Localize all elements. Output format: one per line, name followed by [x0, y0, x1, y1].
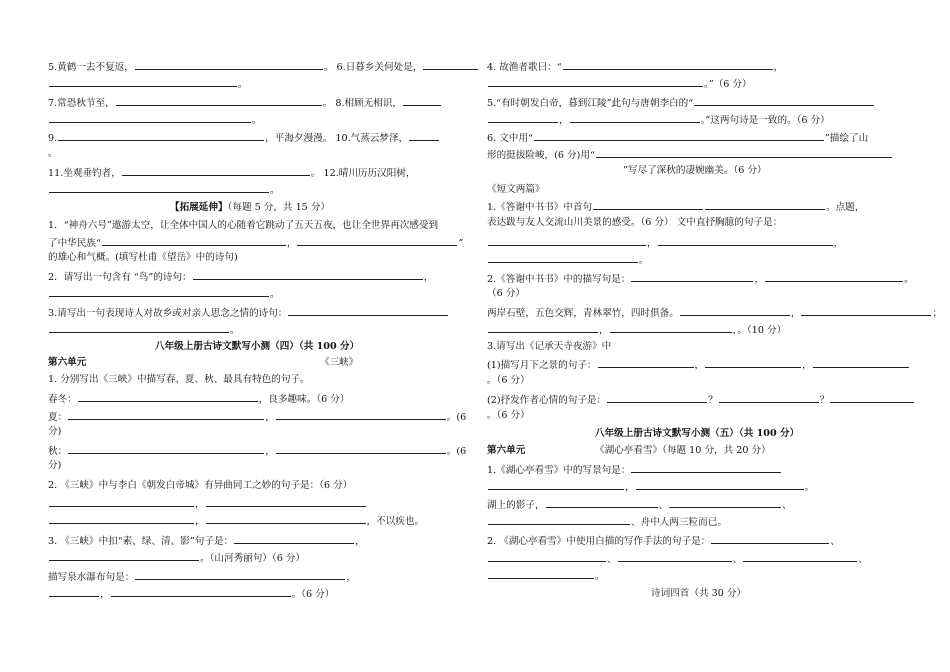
score-note: （每题 5 分，共 15 分） [227, 202, 331, 213]
text: 2.《答谢中书书》中的描写句是： [487, 274, 631, 285]
line-item-5 [48, 60, 479, 74]
text: 。 [270, 185, 280, 196]
d-q1 [487, 200, 864, 214]
sanxia-q2-blanks-2 [48, 514, 424, 528]
ext-q2 [48, 270, 433, 284]
sanxia-q1: 1. 分别写出《三峡》中描写春、夏、秋、最具有特色的句子。 [48, 374, 310, 385]
h-q1-shadows-cont [487, 515, 727, 529]
text: 。 [252, 115, 262, 126]
line-item-12-cont [48, 183, 280, 197]
blank[interactable] [488, 552, 606, 562]
blank[interactable] [488, 77, 703, 87]
blank[interactable] [234, 534, 354, 544]
sanxia-q2: 2. 《三峡》中与李白《朝发白帝城》有异曲同工之妙的句子是：（6 分） [48, 480, 353, 491]
hxt-title: 《湖心亭看雪》（每题 10 分，共 20 分） [595, 445, 771, 456]
blank[interactable] [49, 287, 269, 297]
ext-q2-cont [48, 287, 280, 301]
ext-q1-blanks [48, 236, 463, 250]
text: ，不以疾也。 [366, 516, 425, 527]
text: 4. 故渔者歌曰：“ [487, 62, 562, 73]
text: 。 6.日暮乡关何处是， [323, 62, 423, 73]
text: ，良多趣味。（6 分） [258, 394, 350, 405]
r-q6 [487, 131, 868, 145]
blank[interactable] [546, 498, 658, 508]
d-q3-1-score: 。（6 分） [487, 375, 530, 386]
text: 9. [48, 133, 58, 144]
blank[interactable] [49, 587, 99, 597]
h-q2-cont-2 [487, 569, 605, 583]
sanxia-q3-waterfall-cont [48, 587, 334, 601]
blank[interactable] [288, 306, 448, 316]
line-item-10-cont [48, 148, 58, 160]
d-q1-note: 表达跋与友人交流山川美景的感受。（6 分） 文中直抒胸臆的句子是： [487, 217, 783, 228]
ext-q3-cont [48, 323, 240, 337]
text: ？ [819, 395, 830, 406]
blank[interactable] [68, 444, 264, 454]
text: 。 [639, 255, 649, 266]
blank[interactable] [488, 515, 630, 525]
ext-q3 [48, 306, 449, 320]
text: 。 [238, 79, 248, 90]
text: ， [265, 446, 275, 457]
d-q3-1 [487, 358, 910, 372]
blank[interactable] [618, 552, 732, 562]
sanxia-q2-blanks-1 [48, 497, 367, 511]
text: 5.黄鹤一去不复返， [48, 62, 134, 73]
text: 。 [804, 482, 815, 493]
text: 形的挺拔险峻，(6 分)用“ [487, 150, 595, 161]
blank[interactable] [49, 323, 229, 333]
r-q4-cont [487, 77, 752, 91]
sanxia-q3-waterfall [48, 570, 356, 584]
blank[interactable] [705, 358, 801, 368]
blank[interactable] [813, 358, 909, 368]
blank[interactable] [49, 551, 199, 561]
blank[interactable] [49, 183, 269, 193]
text: ” [458, 238, 464, 249]
sanxia-title: 《三峡》 [320, 357, 359, 368]
line-item-7 [48, 96, 442, 110]
d-q2-lines-2 [487, 323, 786, 337]
d-q2-lines [487, 306, 942, 320]
d-q1-blanks [487, 236, 843, 250]
text: ， [625, 482, 635, 493]
sanxia-summer-wrap: 分) [48, 426, 62, 437]
h-q2-cont [487, 552, 868, 566]
text: 。(6 [446, 412, 467, 423]
blank[interactable] [694, 96, 874, 106]
text: 、 [658, 500, 669, 511]
r-q5 [487, 96, 875, 110]
line-item-9 [48, 131, 440, 145]
d-q3: 3.请写出《记承天寺夜游》中 [487, 341, 612, 352]
text: ， [355, 536, 365, 547]
question-text: 3.请写出一句表现诗人对故乡或对亲人思念之情的诗句： [48, 308, 288, 319]
text: 的雄心和气概。(填写杜甫《望岳》中的诗句) [48, 252, 238, 263]
r-q5-cont [487, 113, 830, 127]
blank[interactable] [135, 60, 323, 70]
blank[interactable] [276, 444, 446, 454]
ext-q1 [48, 220, 438, 232]
blank[interactable] [593, 200, 703, 210]
right-column [475, 0, 950, 672]
blank[interactable] [711, 534, 829, 544]
text: 两岸石壁，五色交辉，青林翠竹，四时俱备。 [487, 308, 679, 319]
blank[interactable] [631, 463, 781, 473]
d-q1-cont [487, 253, 649, 267]
r-q4 [487, 60, 783, 74]
blank[interactable] [488, 253, 638, 263]
text: 5.“有时朝发白帝，暮到江陵”此句与唐朝李白的“ [487, 98, 694, 109]
text: 6. 文中用“ [487, 133, 533, 144]
text: ， [802, 360, 812, 371]
blank[interactable] [680, 306, 790, 316]
blank[interactable] [765, 272, 903, 282]
blank[interactable] [135, 570, 345, 580]
line-item-6-cont [48, 77, 248, 91]
text: 。 [270, 289, 280, 300]
h-q1 [487, 463, 782, 477]
blank[interactable] [610, 323, 732, 333]
blank[interactable] [488, 480, 624, 490]
blank[interactable] [206, 514, 366, 524]
text: 、 [732, 554, 743, 565]
text: ，平海夕漫漫。 10.气蒸云梦泽， [265, 133, 409, 144]
ext-q1-note [48, 252, 238, 264]
blank[interactable] [49, 77, 237, 87]
text: ”描绘了山 [824, 133, 869, 144]
text: 7.常恐秋节至， [48, 98, 115, 109]
blank[interactable] [488, 323, 598, 333]
text: 。”这两句诗是一致的。（6 分） [700, 115, 830, 126]
text: 、 [830, 536, 840, 547]
blank[interactable] [122, 166, 310, 176]
text: ， [100, 589, 110, 600]
text: 。（6 分） [291, 589, 335, 600]
line-item-8-cont [48, 113, 262, 127]
poems4-heading: 诗词四首（共 30 分） [651, 588, 747, 599]
blank[interactable] [830, 393, 914, 403]
blank[interactable] [78, 392, 258, 402]
unit-six-heading-r: 第六单元 [487, 445, 526, 456]
blank[interactable] [49, 497, 194, 507]
sanxia-q3 [48, 534, 365, 548]
blank[interactable] [488, 113, 558, 123]
blank[interactable] [409, 131, 439, 141]
text: 夏： [48, 412, 68, 423]
blank[interactable] [111, 587, 291, 597]
text: 、舟中人两三粒而已。 [631, 517, 727, 528]
r-q6-cont [487, 148, 893, 162]
quiz5-title: 八年级上册古诗文默写小测（五）（共 100 分） [595, 428, 800, 439]
text: 春冬： [48, 394, 77, 405]
sanxia-summer [48, 410, 466, 424]
text: ， [195, 516, 205, 527]
blank[interactable] [102, 236, 286, 246]
blank[interactable] [49, 514, 194, 524]
text: ， [195, 499, 205, 510]
sanxia-autumn [48, 444, 466, 458]
question-text: 3. 《三峡》中扣“素、绿、清、影”句子是： [48, 536, 234, 547]
r-q6-tail: ”写尽了深秋的凄婉幽美。（6 分） [623, 165, 767, 176]
blank[interactable] [423, 60, 478, 70]
text: ， [599, 325, 609, 336]
text: ， [559, 115, 569, 126]
text: 、 [607, 554, 617, 565]
text: 。 [48, 148, 58, 159]
text: ， [647, 238, 657, 249]
sanxia-autumn-wrap: 分) [48, 460, 62, 471]
blank[interactable] [801, 306, 931, 316]
text: 。”（6 分） [704, 79, 752, 90]
h-q1-shadows [487, 498, 792, 512]
question-text: 1．“神舟六号”遨游太空，让全体中国人的心随着它跳动了五天五夜，也让全世界再次感受到 [48, 220, 439, 231]
text: 。 [230, 325, 240, 336]
text: 1.《答谢中书书》中首句 [487, 202, 593, 213]
blank[interactable] [607, 393, 707, 403]
text: 描写泉水瀑布句是： [48, 572, 135, 583]
text: ， [790, 308, 801, 319]
blank[interactable] [49, 113, 251, 123]
extension-heading [170, 202, 330, 214]
blank[interactable] [705, 200, 825, 210]
text: 。 [595, 571, 605, 582]
blank[interactable] [631, 272, 753, 282]
text: 。(6 [446, 446, 467, 457]
blank[interactable] [669, 498, 781, 508]
blank[interactable] [570, 113, 700, 123]
text: ； [932, 308, 943, 319]
text: 湖上的影子， [487, 500, 545, 511]
section-title: 【拓展延伸】 [170, 202, 228, 213]
text: (1)描写月下之景的句子： [487, 360, 597, 371]
line-item-11 [48, 166, 415, 180]
text: ， [286, 238, 297, 249]
duanwen-title: 《短文两篇》 [487, 184, 545, 195]
blank[interactable] [297, 236, 457, 246]
blank[interactable] [658, 236, 833, 246]
blank[interactable] [206, 497, 366, 507]
sanxia-spring [48, 392, 349, 406]
blank[interactable] [719, 393, 819, 403]
blank[interactable] [193, 270, 423, 280]
text: 2. 《湖心亭看雪》中使用白描的写作手法的句子是： [487, 536, 711, 547]
text: ？ [708, 395, 718, 406]
text: 1.《湖心亭看雪》中的写景句是： [487, 465, 631, 476]
blank[interactable] [598, 358, 694, 368]
text: 。 8.相顾无相识， [322, 98, 403, 109]
d-q3-2-score: 。（6 分） [487, 410, 530, 421]
blank[interactable] [68, 410, 264, 420]
text: (2)抒发作者心情的句子是： [487, 395, 607, 406]
d-q2-score: （6 分） [487, 288, 525, 299]
text: 。（10 分） [737, 325, 787, 336]
blank[interactable] [488, 236, 646, 246]
blank[interactable] [58, 131, 264, 141]
h-q2 [487, 534, 840, 548]
sanxia-q3-cont [48, 551, 305, 565]
text: ， [265, 412, 275, 423]
unit-six-heading: 第六单元 [48, 357, 87, 368]
h-q1-cont [487, 480, 814, 494]
blank[interactable] [636, 480, 804, 490]
text: ， [694, 360, 705, 371]
text: 。 [904, 274, 914, 285]
blank[interactable] [276, 410, 446, 420]
text: ， [833, 238, 844, 249]
blank[interactable] [596, 148, 892, 158]
blank[interactable] [534, 131, 824, 141]
blank[interactable] [743, 552, 857, 562]
text: ， [773, 62, 784, 73]
blank[interactable] [403, 96, 441, 106]
text: 了中华民族“ [48, 238, 101, 249]
blank[interactable] [488, 569, 594, 579]
text: 秋： [48, 446, 68, 457]
d-q2 [487, 272, 914, 286]
blank[interactable] [563, 60, 773, 70]
text: 、 [858, 554, 868, 565]
text: 。点题， [826, 202, 865, 213]
text: 11.坐观垂钓者， [48, 168, 121, 179]
blank[interactable] [116, 96, 322, 106]
text: 。（山河秀丽句）（6 分） [200, 553, 306, 564]
text: ， [732, 325, 738, 336]
text: 、 [782, 500, 792, 511]
d-q3-2 [487, 393, 915, 407]
text: 。 12.晴川历历汉阳树， [310, 168, 416, 179]
question-text: 2．请写出一句含有 “鸟”的诗句： [48, 272, 192, 283]
quiz4-title: 八年级上册古诗文默写小测（四）（共 100 分） [155, 341, 360, 352]
text: ， [346, 572, 356, 583]
text: ， [754, 274, 765, 285]
text: ， [423, 272, 434, 283]
